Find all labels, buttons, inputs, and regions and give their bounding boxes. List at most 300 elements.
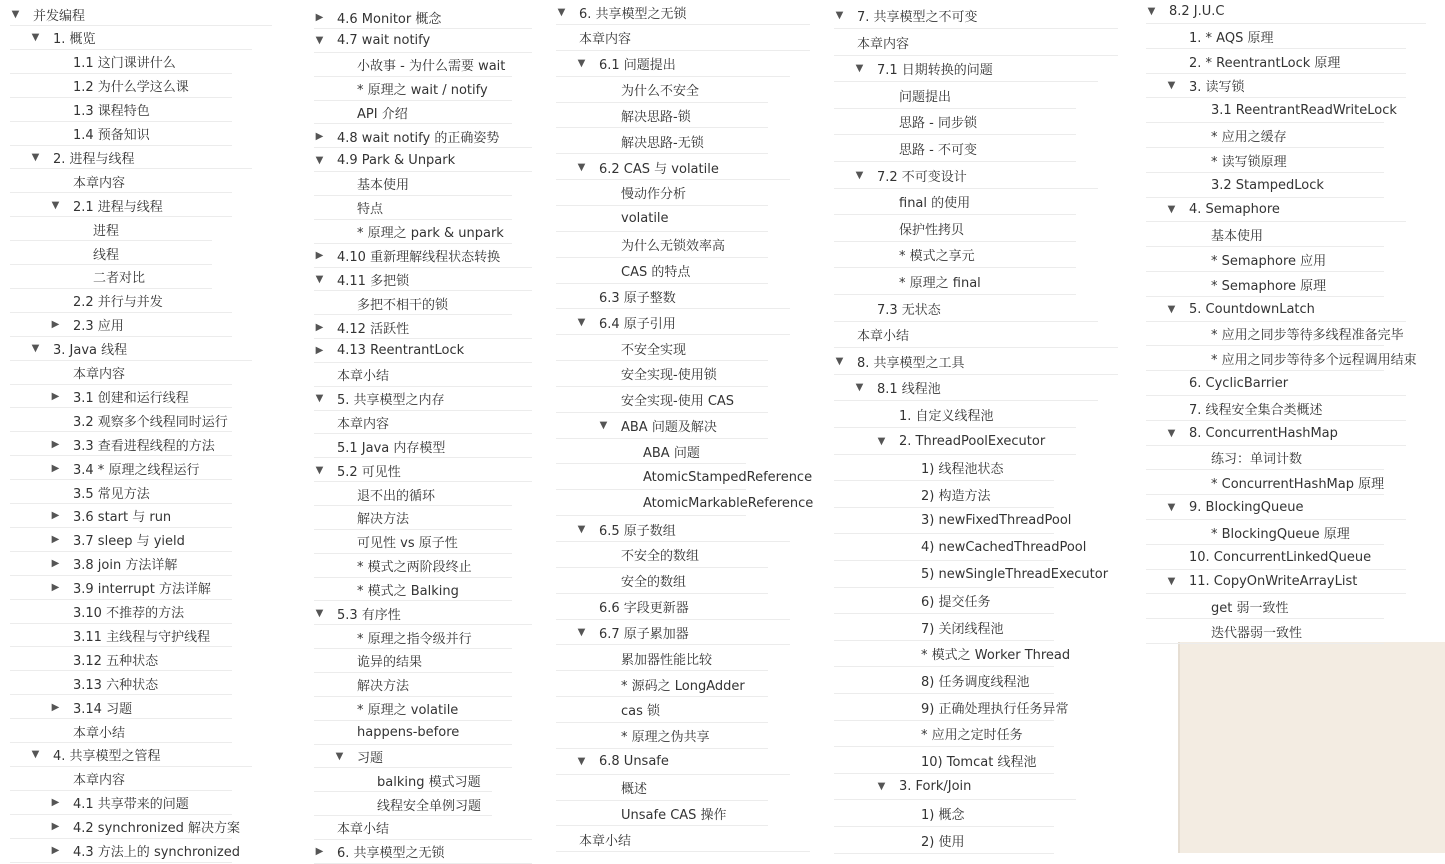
outline-item[interactable] bbox=[834, 641, 1071, 667]
outline-item-label: 安全实现-使用锁 bbox=[621, 368, 717, 384]
outline-item[interactable] bbox=[314, 411, 532, 434]
outline-item[interactable] bbox=[556, 595, 790, 620]
outline-item[interactable] bbox=[10, 99, 232, 122]
outline-item-label: 8) 任务调度线程池 bbox=[921, 675, 1030, 690]
outline-item[interactable] bbox=[1146, 248, 1384, 272]
outline-item[interactable] bbox=[10, 529, 232, 552]
outline-item-label: * 原理之 park & unpark bbox=[357, 226, 504, 242]
outline-item[interactable] bbox=[556, 362, 768, 387]
outline-item[interactable] bbox=[1146, 50, 1406, 74]
outline-item[interactable] bbox=[314, 626, 512, 649]
outline-item[interactable] bbox=[10, 816, 240, 839]
outline-item-label: 3. Fork/Join bbox=[899, 779, 972, 795]
chevron-down-icon[interactable]: ▼ bbox=[1147, 6, 1156, 17]
outline-item-label: 9. BlockingQueue bbox=[1189, 500, 1304, 515]
outline-item-label: 4.12 活跃性 bbox=[337, 321, 410, 337]
outline-item[interactable] bbox=[10, 218, 212, 241]
outline-item-label: 6.4 原子引用 bbox=[599, 316, 676, 332]
chevron-down-icon[interactable]: ▼ bbox=[835, 10, 844, 21]
outline-item[interactable] bbox=[834, 801, 1054, 827]
outline-item-label: * ConcurrentHashMap 原理 bbox=[1211, 477, 1385, 493]
outline-item[interactable] bbox=[556, 465, 813, 490]
outline-item[interactable] bbox=[314, 292, 512, 315]
outline-item[interactable] bbox=[834, 828, 1054, 854]
outline-item[interactable] bbox=[556, 801, 768, 826]
outline-item[interactable] bbox=[834, 375, 1098, 401]
chevron-right-icon[interactable]: ▶ bbox=[315, 321, 324, 333]
outline-item[interactable] bbox=[314, 125, 532, 148]
outline-item[interactable] bbox=[10, 505, 232, 528]
outline-item-label: 思路 - 不可变 bbox=[899, 143, 977, 158]
outline-item-label: 4) newCachedThreadPool bbox=[921, 540, 1087, 555]
outline-item-label: * 原理之 final bbox=[899, 276, 981, 291]
outline-item[interactable] bbox=[314, 722, 512, 745]
outline-item[interactable] bbox=[834, 136, 1076, 162]
outline-item-label: 2) 构造方法 bbox=[921, 488, 991, 504]
outline-item-label: 线程 bbox=[93, 247, 120, 263]
outline-item-label: 3.2 StampedLock bbox=[1211, 177, 1324, 193]
outline-item[interactable] bbox=[834, 508, 1072, 534]
outline-item-label: 3.12 五种状态 bbox=[73, 653, 159, 669]
outline-item[interactable] bbox=[10, 242, 212, 265]
outline-item[interactable] bbox=[314, 149, 532, 172]
outline-item-label: 4. 共享模型之管程 bbox=[53, 749, 161, 765]
outline-item[interactable] bbox=[556, 646, 768, 671]
outline-item-label: 5. CountdownLatch bbox=[1189, 301, 1315, 317]
outline-item[interactable] bbox=[314, 602, 532, 625]
outline-item-label: * 模式之享元 bbox=[899, 249, 975, 265]
outline-item[interactable] bbox=[314, 555, 512, 578]
outline-item[interactable] bbox=[314, 650, 512, 673]
outline-item-label: 3.14 习题 bbox=[73, 701, 133, 717]
outline-item-label: 7.3 无状态 bbox=[877, 302, 941, 318]
outline-item-label: 8.2 J.U.C bbox=[1169, 4, 1225, 19]
outline-item[interactable] bbox=[10, 409, 232, 432]
outline-item[interactable] bbox=[556, 129, 768, 154]
outline-item-label: * 应用之同步等待多线程准备完毕 bbox=[1211, 328, 1404, 344]
outline-item[interactable] bbox=[556, 750, 790, 775]
outline-item[interactable] bbox=[834, 721, 1054, 747]
outline-item[interactable] bbox=[1146, 25, 1406, 49]
outline-item[interactable] bbox=[10, 553, 232, 576]
outline-item-label: 4.1 共享带来的问题 bbox=[73, 797, 189, 813]
outline-item-label: ABA 问题 bbox=[643, 445, 700, 461]
outline-item[interactable] bbox=[834, 216, 1076, 242]
outline-item[interactable] bbox=[1146, 595, 1384, 619]
chevron-down-icon[interactable]: ▼ bbox=[315, 35, 324, 47]
outline-item-label: 4.7 wait notify bbox=[337, 33, 431, 49]
outline-item[interactable] bbox=[556, 491, 814, 516]
outline-item[interactable] bbox=[1146, 322, 1404, 346]
outline-item-label: 3.1 ReentrantReadWriteLock bbox=[1211, 103, 1397, 119]
outline-item[interactable] bbox=[10, 648, 232, 671]
chevron-right-icon[interactable]: ▶ bbox=[51, 845, 60, 856]
outline-item[interactable] bbox=[1146, 74, 1406, 98]
outline-item[interactable] bbox=[556, 52, 790, 77]
outline-item[interactable] bbox=[834, 163, 1098, 189]
chevron-right-icon[interactable]: ▶ bbox=[315, 345, 324, 357]
outline-item[interactable] bbox=[556, 517, 790, 542]
chevron-down-icon[interactable]: ▼ bbox=[577, 523, 586, 535]
chevron-down-icon[interactable]: ▼ bbox=[315, 607, 324, 619]
outline-item[interactable] bbox=[314, 459, 532, 482]
outline-item[interactable] bbox=[314, 78, 512, 101]
outline-item[interactable] bbox=[314, 769, 492, 792]
outline-item[interactable] bbox=[834, 83, 1076, 109]
chevron-down-icon[interactable]: ▼ bbox=[855, 382, 864, 394]
outline-item-label: * 模式之 Worker Thread bbox=[921, 648, 1071, 664]
outline-item[interactable] bbox=[834, 615, 1054, 641]
chevron-down-icon[interactable]: ▼ bbox=[577, 756, 586, 768]
outline-item[interactable] bbox=[314, 197, 512, 220]
outline-item-label: 进程 bbox=[93, 223, 120, 239]
chevron-down-icon[interactable]: ▼ bbox=[1167, 576, 1176, 588]
outline-item-label: * 应用之同步等待多个远程调用结束 bbox=[1211, 353, 1417, 369]
outline-item[interactable] bbox=[10, 792, 232, 815]
outline-item[interactable] bbox=[314, 507, 512, 530]
outline-item[interactable] bbox=[1146, 149, 1384, 173]
outline-item-label: ABA 问题及解决 bbox=[621, 420, 717, 436]
outline-item[interactable] bbox=[834, 269, 1076, 295]
outline-item-label: * 原理之 volatile bbox=[357, 703, 459, 719]
outline-item[interactable] bbox=[834, 695, 1069, 721]
outline-item-label: 诡异的结果 bbox=[357, 655, 423, 671]
outline-item[interactable] bbox=[10, 744, 252, 767]
outline-item-label: 退不出的循环 bbox=[357, 488, 436, 504]
outline-item[interactable] bbox=[314, 674, 512, 697]
chevron-down-icon[interactable]: ▼ bbox=[577, 58, 586, 70]
outline-item[interactable] bbox=[1146, 124, 1384, 148]
chevron-down-icon[interactable]: ▼ bbox=[315, 464, 324, 476]
outline-item-label: Unsafe CAS 操作 bbox=[621, 807, 727, 823]
outline-item[interactable] bbox=[314, 817, 532, 840]
chevron-down-icon[interactable]: ▼ bbox=[835, 355, 844, 367]
chevron-right-icon[interactable]: ▶ bbox=[51, 821, 60, 833]
outline-item[interactable] bbox=[556, 310, 790, 335]
outline-item[interactable] bbox=[556, 672, 768, 697]
outline-item[interactable] bbox=[314, 435, 532, 458]
outline-item[interactable] bbox=[556, 827, 810, 852]
chevron-right-icon[interactable]: ▶ bbox=[315, 846, 324, 858]
outline-item-label: 5.1 Java 内存模型 bbox=[337, 440, 446, 456]
outline-item-label: * 应用之缓存 bbox=[1211, 130, 1287, 145]
chevron-down-icon[interactable]: ▼ bbox=[1167, 427, 1176, 439]
outline-item-label: * 应用之定时任务 bbox=[921, 728, 1023, 744]
outline-item[interactable] bbox=[314, 6, 532, 29]
outline-item-label: 本章小结 bbox=[337, 822, 390, 838]
outline-item[interactable] bbox=[1146, 496, 1406, 520]
outline-item-label: 6. CyclicBarrier bbox=[1189, 376, 1289, 391]
chevron-down-icon[interactable]: ▼ bbox=[51, 199, 60, 211]
outline-item[interactable] bbox=[834, 748, 1054, 774]
outline-item[interactable] bbox=[10, 170, 232, 193]
chevron-down-icon[interactable]: ▼ bbox=[855, 169, 864, 181]
outline-item[interactable] bbox=[834, 242, 1076, 268]
chevron-right-icon[interactable]: ▶ bbox=[315, 250, 324, 261]
outline-item[interactable] bbox=[10, 266, 212, 289]
outline-item-label: get 弱一致性 bbox=[1211, 601, 1289, 617]
outline-item[interactable] bbox=[834, 482, 1054, 508]
outline-item-label: 本章小结 bbox=[857, 329, 910, 345]
chevron-right-icon[interactable]: ▶ bbox=[51, 558, 60, 570]
outline-item[interactable] bbox=[314, 745, 512, 768]
outline-item[interactable] bbox=[1146, 298, 1406, 322]
outline-item[interactable] bbox=[556, 259, 768, 284]
outline-item[interactable] bbox=[1146, 570, 1406, 594]
outline-item[interactable] bbox=[556, 103, 768, 128]
outline-item[interactable] bbox=[314, 316, 532, 339]
outline-item[interactable] bbox=[1146, 521, 1384, 545]
outline-item-label: 不安全实现 bbox=[621, 342, 687, 358]
outline-item[interactable] bbox=[314, 101, 512, 124]
chevron-down-icon[interactable]: ▼ bbox=[315, 273, 324, 285]
outline-item[interactable] bbox=[314, 54, 512, 77]
outline-item[interactable] bbox=[556, 388, 768, 413]
outline-item-label: 6.5 原子数组 bbox=[599, 523, 676, 539]
outline-item-label: * Semaphore 应用 bbox=[1211, 254, 1327, 269]
outline-item[interactable] bbox=[556, 207, 768, 232]
outline-item[interactable] bbox=[10, 51, 232, 74]
chevron-down-icon[interactable]: ▼ bbox=[31, 151, 40, 163]
outline-item[interactable] bbox=[10, 672, 232, 695]
outline-item[interactable] bbox=[314, 221, 512, 244]
outline-item[interactable] bbox=[1146, 0, 1426, 24]
outline-item[interactable] bbox=[834, 30, 1118, 56]
outline-item[interactable] bbox=[10, 840, 240, 863]
outline-item[interactable] bbox=[10, 601, 232, 624]
outline-item-label: CAS 的特点 bbox=[621, 265, 691, 280]
outline-item-label: 3. 读写锁 bbox=[1189, 80, 1245, 96]
outline-item[interactable] bbox=[10, 3, 272, 26]
outline-item[interactable] bbox=[1146, 397, 1406, 421]
outline-item-label: 5. 共享模型之内存 bbox=[337, 393, 445, 409]
outline-item[interactable] bbox=[556, 284, 790, 309]
outline-item[interactable] bbox=[1146, 620, 1384, 644]
outline-item-label: 10. ConcurrentLinkedQueue bbox=[1189, 549, 1372, 565]
outline-item[interactable] bbox=[834, 455, 1054, 481]
outline-item-label: * 源码之 LongAdder bbox=[621, 678, 745, 694]
outline-item[interactable] bbox=[834, 56, 1098, 82]
chevron-down-icon[interactable]: ▼ bbox=[31, 343, 40, 355]
outline-item-label: 本章小结 bbox=[337, 369, 390, 385]
outline-item[interactable] bbox=[556, 414, 768, 439]
chevron-down-icon[interactable]: ▼ bbox=[599, 420, 608, 432]
outline-item-label: * 原理之指令级并行 bbox=[357, 631, 472, 647]
outline-item[interactable] bbox=[314, 173, 512, 196]
chevron-right-icon[interactable]: ▶ bbox=[51, 462, 60, 474]
outline-item-label: 解决方法 bbox=[357, 679, 410, 695]
outline-item[interactable] bbox=[314, 388, 532, 411]
outline-item[interactable] bbox=[10, 75, 232, 98]
chevron-down-icon[interactable]: ▼ bbox=[877, 781, 886, 793]
outline-item-label: 1.2 为什么学这么课 bbox=[73, 80, 189, 96]
outline-item[interactable] bbox=[556, 0, 810, 25]
outline-item[interactable] bbox=[556, 233, 768, 258]
outline-item-label: 本章内容 bbox=[857, 36, 910, 52]
chevron-down-icon[interactable]: ▼ bbox=[1167, 502, 1176, 513]
outline-item-label: 8. ConcurrentHashMap bbox=[1189, 425, 1338, 441]
outline-item[interactable] bbox=[10, 720, 232, 743]
outline-item[interactable] bbox=[834, 109, 1076, 135]
outline-item-label: 4.13 ReentrantLock bbox=[337, 343, 465, 359]
outline-item[interactable] bbox=[834, 349, 1118, 375]
outline-column-5 bbox=[1146, 0, 1426, 853]
outline-item[interactable] bbox=[10, 481, 232, 504]
chevron-right-icon[interactable]: ▶ bbox=[51, 510, 60, 522]
outline-item[interactable] bbox=[10, 457, 232, 480]
outline-item[interactable] bbox=[314, 531, 512, 554]
outline-item[interactable] bbox=[314, 268, 532, 291]
chevron-right-icon[interactable]: ▶ bbox=[51, 319, 60, 331]
chevron-down-icon[interactable]: ▼ bbox=[577, 316, 586, 328]
outline-item[interactable] bbox=[10, 123, 232, 146]
chevron-down-icon[interactable]: ▼ bbox=[1167, 204, 1176, 216]
outline-item-label: 6. 共享模型之无锁 bbox=[337, 846, 445, 862]
outline-item[interactable] bbox=[10, 385, 232, 408]
chevron-down-icon[interactable]: ▼ bbox=[855, 63, 864, 75]
chevron-down-icon[interactable]: ▼ bbox=[1167, 80, 1176, 92]
outline-item[interactable] bbox=[314, 483, 512, 506]
chevron-down-icon[interactable]: ▼ bbox=[877, 435, 886, 447]
outline-item-label: 概述 bbox=[621, 782, 648, 797]
outline-item[interactable] bbox=[314, 698, 512, 721]
chevron-right-icon[interactable]: ▶ bbox=[51, 797, 60, 809]
outline-item[interactable] bbox=[556, 336, 768, 361]
chevron-right-icon[interactable]: ▶ bbox=[51, 582, 60, 594]
outline-item-label: 7.1 日期转换的问题 bbox=[877, 63, 993, 79]
outline-item[interactable] bbox=[1146, 174, 1384, 198]
outline-item-label: * 模式之 Balking bbox=[357, 583, 459, 599]
outline-item[interactable] bbox=[556, 569, 768, 594]
outline-item[interactable] bbox=[556, 78, 768, 103]
outline-item[interactable] bbox=[834, 402, 1076, 428]
outline-item[interactable] bbox=[314, 340, 532, 363]
outline-item-label: 保护性拷贝 bbox=[899, 222, 965, 238]
outline-item[interactable] bbox=[1146, 546, 1406, 570]
outline-item-label: 2.1 进程与线程 bbox=[73, 199, 163, 215]
outline-item[interactable] bbox=[556, 26, 810, 51]
outline-item[interactable] bbox=[1146, 198, 1406, 222]
outline-item[interactable] bbox=[10, 433, 232, 456]
outline-item-label: 1.1 这门课讲什么 bbox=[73, 56, 176, 72]
outline-item[interactable] bbox=[1146, 446, 1384, 470]
outline-item[interactable] bbox=[10, 27, 252, 50]
outline-item[interactable] bbox=[834, 668, 1054, 694]
outline-item[interactable] bbox=[834, 296, 1098, 322]
outline-item-label: AtomicStampedReference bbox=[643, 469, 813, 485]
chevron-down-icon[interactable]: ▼ bbox=[315, 154, 324, 166]
outline-item[interactable] bbox=[1146, 347, 1417, 371]
outline-item[interactable] bbox=[10, 314, 232, 337]
chevron-down-icon[interactable]: ▼ bbox=[31, 749, 40, 761]
outline-column-4 bbox=[834, 0, 1118, 853]
outline-item[interactable] bbox=[10, 768, 232, 791]
chevron-down-icon[interactable]: ▼ bbox=[335, 750, 344, 762]
chevron-down-icon[interactable]: ▼ bbox=[11, 8, 20, 20]
outline-item-label: * BlockingQueue 原理 bbox=[1211, 526, 1350, 542]
outline-item-label: 为什么不安全 bbox=[621, 84, 700, 100]
outline-item[interactable] bbox=[834, 189, 1076, 215]
outline-item-label: 线程安全单例习题 bbox=[377, 798, 482, 814]
outline-item[interactable] bbox=[1146, 372, 1406, 396]
outline-item-label: 解决思路-无锁 bbox=[621, 135, 704, 151]
outline-item[interactable] bbox=[556, 181, 768, 206]
chevron-down-icon[interactable]: ▼ bbox=[557, 6, 566, 18]
outline-item[interactable] bbox=[556, 620, 790, 645]
outline-item[interactable] bbox=[834, 774, 1076, 800]
chevron-right-icon[interactable]: ▶ bbox=[51, 390, 60, 402]
outline-item[interactable] bbox=[834, 429, 1076, 455]
outline-item-label: 本章内容 bbox=[579, 32, 632, 48]
chevron-right-icon[interactable]: ▶ bbox=[51, 534, 60, 546]
outline-item[interactable] bbox=[10, 290, 232, 313]
outline-item[interactable] bbox=[1146, 422, 1406, 446]
outline-item[interactable] bbox=[1146, 223, 1384, 247]
outline-item[interactable] bbox=[10, 146, 252, 169]
outline-item[interactable] bbox=[10, 624, 232, 647]
outline-item-label: * 原理之伪共享 bbox=[621, 730, 710, 746]
outline-item[interactable] bbox=[556, 724, 768, 749]
outline-item[interactable] bbox=[834, 562, 1109, 588]
outline-item-label: 基本使用 bbox=[1211, 229, 1264, 245]
outline-item-label: 不安全的数组 bbox=[621, 549, 700, 565]
outline-item-label: 7) 关闭线程池 bbox=[921, 621, 1004, 637]
chevron-down-icon[interactable]: ▼ bbox=[315, 393, 324, 405]
outline-item-label: 2. ThreadPoolExecutor bbox=[899, 433, 1046, 449]
outline-item[interactable] bbox=[314, 793, 492, 816]
chevron-down-icon[interactable]: ▼ bbox=[31, 32, 40, 44]
outline-item-label: 问题提出 bbox=[899, 89, 952, 105]
outline-item[interactable] bbox=[834, 3, 1118, 29]
chevron-right-icon[interactable]: ▶ bbox=[315, 11, 324, 23]
outline-item-label: 3) newFixedThreadPool bbox=[921, 513, 1072, 529]
outline-item[interactable] bbox=[314, 578, 512, 601]
outline-item[interactable] bbox=[834, 322, 1118, 348]
outline-item[interactable] bbox=[10, 577, 232, 600]
outline-item[interactable] bbox=[314, 841, 532, 864]
outline-item[interactable] bbox=[1146, 99, 1397, 123]
outline-item[interactable] bbox=[314, 30, 532, 53]
outline-item[interactable] bbox=[834, 535, 1087, 561]
outline-item[interactable] bbox=[556, 543, 768, 568]
outline-item-label: 3. Java 线程 bbox=[53, 343, 128, 359]
outline-item[interactable] bbox=[10, 338, 252, 361]
chevron-down-icon[interactable]: ▼ bbox=[577, 161, 586, 173]
outline-item-label: 10) Tomcat 线程池 bbox=[921, 754, 1037, 770]
chevron-right-icon[interactable]: ▶ bbox=[51, 701, 60, 713]
outline-item-label: 11. CopyOnWriteArrayList bbox=[1189, 574, 1358, 590]
chevron-right-icon[interactable]: ▶ bbox=[51, 438, 60, 450]
outline-item[interactable] bbox=[10, 362, 232, 385]
outline-item[interactable] bbox=[556, 155, 790, 180]
outline-item[interactable] bbox=[314, 245, 532, 268]
outline-item[interactable] bbox=[556, 439, 746, 464]
outline-item[interactable] bbox=[834, 588, 1054, 614]
outline-item[interactable] bbox=[10, 194, 232, 217]
outline-item[interactable] bbox=[1146, 273, 1384, 297]
outline-item[interactable] bbox=[556, 698, 768, 723]
outline-item[interactable] bbox=[1146, 471, 1384, 495]
chevron-right-icon[interactable]: ▶ bbox=[315, 130, 324, 142]
outline-item[interactable] bbox=[314, 364, 532, 387]
chevron-down-icon[interactable]: ▼ bbox=[577, 626, 586, 638]
chevron-down-icon[interactable]: ▼ bbox=[1167, 303, 1176, 315]
outline-item-label: * Semaphore 原理 bbox=[1211, 278, 1327, 294]
outline-item[interactable] bbox=[10, 696, 232, 719]
outline-item-label: final 的使用 bbox=[899, 196, 971, 212]
outline-item[interactable] bbox=[556, 776, 768, 801]
outline-item-label: 1. * AQS 原理 bbox=[1189, 30, 1274, 46]
